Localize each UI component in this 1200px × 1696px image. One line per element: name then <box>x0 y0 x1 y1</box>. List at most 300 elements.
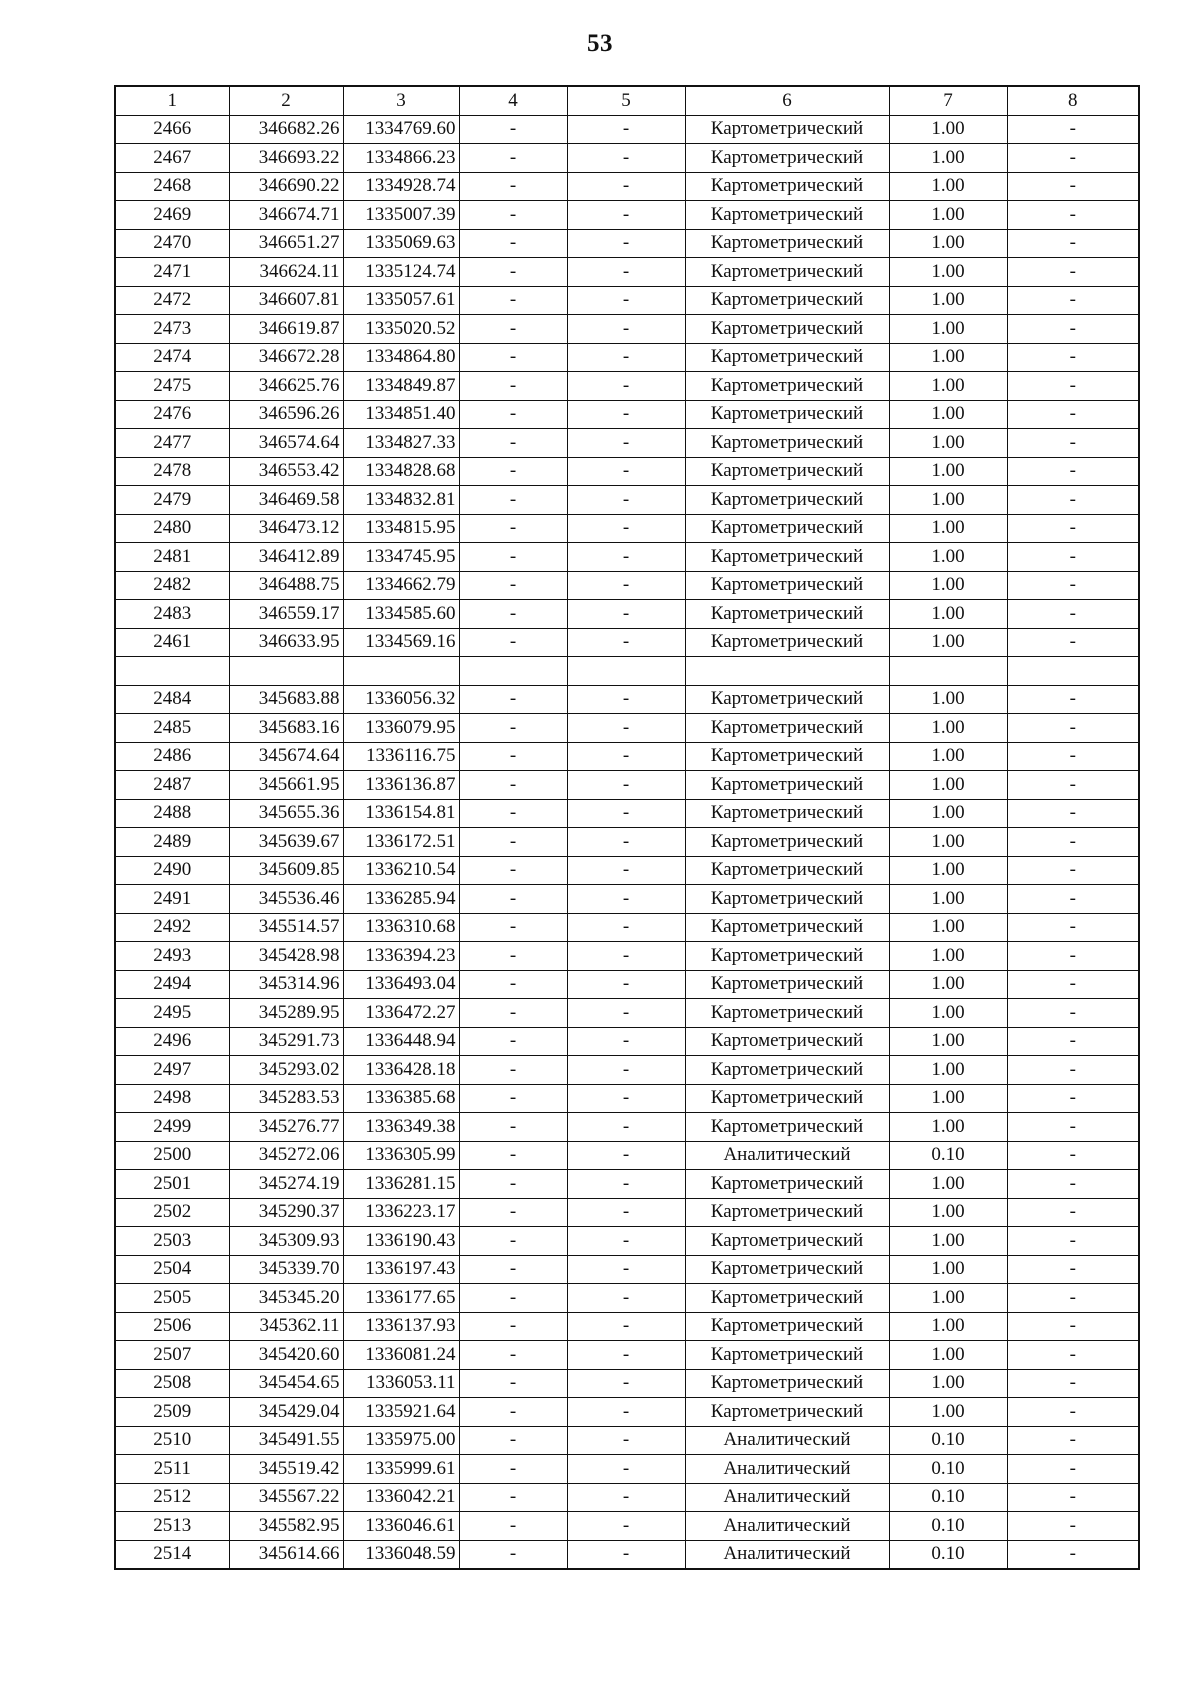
table-row <box>115 771 1139 800</box>
x-coordinate-cell: 345276.77 <box>229 1113 343 1142</box>
col4-cell: - <box>459 913 567 942</box>
table-row <box>115 1056 1139 1085</box>
x-coordinate-cell: 346574.64 <box>229 429 343 458</box>
col8-cell: - <box>1007 742 1139 771</box>
accuracy-cell: 1.00 <box>889 514 1007 543</box>
col8-cell: - <box>1007 1056 1139 1085</box>
col5-cell: - <box>567 913 685 942</box>
col5-cell <box>567 657 685 686</box>
accuracy-cell: 1.00 <box>889 229 1007 258</box>
accuracy-cell: 1.00 <box>889 1056 1007 1085</box>
table-row <box>115 600 1139 629</box>
y-coordinate-cell: 1336493.04 <box>343 970 459 999</box>
col4-cell: - <box>459 372 567 401</box>
col8-cell: - <box>1007 1198 1139 1227</box>
coordinates-table <box>114 85 1140 1570</box>
table-row <box>115 372 1139 401</box>
method-cell: Картометрический <box>685 229 889 258</box>
accuracy-cell: 1.00 <box>889 115 1007 144</box>
col5-cell: - <box>567 486 685 515</box>
col5-cell: - <box>567 1170 685 1199</box>
col5-cell: - <box>567 571 685 600</box>
method-cell: Картометрический <box>685 600 889 629</box>
accuracy-cell <box>889 657 1007 686</box>
accuracy-cell: 1.00 <box>889 970 1007 999</box>
y-coordinate-cell: 1334815.95 <box>343 514 459 543</box>
col8-cell: - <box>1007 115 1139 144</box>
col4-cell: - <box>459 628 567 657</box>
accuracy-cell: 1.00 <box>889 828 1007 857</box>
accuracy-cell: 1.00 <box>889 571 1007 600</box>
col8-cell: - <box>1007 771 1139 800</box>
method-cell: Картометрический <box>685 742 889 771</box>
table-row <box>115 1426 1139 1455</box>
accuracy-cell: 1.00 <box>889 1255 1007 1284</box>
accuracy-cell: 1.00 <box>889 400 1007 429</box>
x-coordinate-cell: 345289.95 <box>229 999 343 1028</box>
y-coordinate-cell: 1334866.23 <box>343 144 459 173</box>
accuracy-cell: 1.00 <box>889 429 1007 458</box>
point-number-cell: 2501 <box>115 1170 229 1199</box>
point-number-cell: 2505 <box>115 1284 229 1313</box>
col4-cell: - <box>459 771 567 800</box>
method-cell: Аналитический <box>685 1540 889 1569</box>
accuracy-cell: 1.00 <box>889 1170 1007 1199</box>
table-row <box>115 571 1139 600</box>
method-cell: Картометрический <box>685 429 889 458</box>
x-coordinate-cell: 345429.04 <box>229 1398 343 1427</box>
col4-cell: - <box>459 1255 567 1284</box>
table-row <box>115 1483 1139 1512</box>
col8-cell: - <box>1007 1170 1139 1199</box>
point-number-cell: 2481 <box>115 543 229 572</box>
y-coordinate-cell: 1336223.17 <box>343 1198 459 1227</box>
col5-cell: - <box>567 999 685 1028</box>
col5-cell: - <box>567 229 685 258</box>
method-cell: Картометрический <box>685 144 889 173</box>
method-cell: Картометрический <box>685 1084 889 1113</box>
point-number-cell: 2509 <box>115 1398 229 1427</box>
table-row <box>115 229 1139 258</box>
table-row <box>115 885 1139 914</box>
method-cell: Картометрический <box>685 799 889 828</box>
col5-cell: - <box>567 600 685 629</box>
x-coordinate-cell: 346412.89 <box>229 543 343 572</box>
col8-cell: - <box>1007 685 1139 714</box>
col4-cell: - <box>459 1056 567 1085</box>
table-row <box>115 942 1139 971</box>
accuracy-cell: 1.00 <box>889 1398 1007 1427</box>
point-number-cell: 2500 <box>115 1141 229 1170</box>
col4-cell: - <box>459 571 567 600</box>
method-cell: Аналитический <box>685 1512 889 1541</box>
table-row <box>115 286 1139 315</box>
col8-cell: - <box>1007 144 1139 173</box>
y-coordinate-cell: 1336310.68 <box>343 913 459 942</box>
point-number-cell: 2498 <box>115 1084 229 1113</box>
accuracy-cell: 1.00 <box>889 913 1007 942</box>
table-row <box>115 1113 1139 1142</box>
col5-cell: - <box>567 1113 685 1142</box>
point-number-cell: 2506 <box>115 1312 229 1341</box>
x-coordinate-cell: 346674.71 <box>229 201 343 230</box>
point-number-cell: 2467 <box>115 144 229 173</box>
y-coordinate-cell: 1334828.68 <box>343 457 459 486</box>
table-row <box>115 1369 1139 1398</box>
col5-cell: - <box>567 885 685 914</box>
point-number-cell: 2468 <box>115 172 229 201</box>
x-coordinate-cell: 345314.96 <box>229 970 343 999</box>
col5-cell: - <box>567 1341 685 1370</box>
x-coordinate-cell: 345536.46 <box>229 885 343 914</box>
col4-cell: - <box>459 1113 567 1142</box>
method-cell: Картометрический <box>685 400 889 429</box>
point-number-cell: 2513 <box>115 1512 229 1541</box>
col8-cell: - <box>1007 201 1139 230</box>
column-header-3: 3 <box>343 86 459 115</box>
y-coordinate-cell <box>343 657 459 686</box>
col5-cell: - <box>567 714 685 743</box>
accuracy-cell: 1.00 <box>889 714 1007 743</box>
point-number-cell: 2488 <box>115 799 229 828</box>
col8-cell: - <box>1007 400 1139 429</box>
column-header-8: 8 <box>1007 86 1139 115</box>
col8-cell: - <box>1007 1113 1139 1142</box>
method-cell: Аналитический <box>685 1141 889 1170</box>
point-number-cell: 2471 <box>115 258 229 287</box>
col5-cell: - <box>567 172 685 201</box>
method-cell: Картометрический <box>685 258 889 287</box>
y-coordinate-cell: 1334832.81 <box>343 486 459 515</box>
x-coordinate-cell: 346672.28 <box>229 343 343 372</box>
table-row <box>115 1398 1139 1427</box>
y-coordinate-cell: 1335124.74 <box>343 258 459 287</box>
accuracy-cell: 0.10 <box>889 1483 1007 1512</box>
col5-cell: - <box>567 400 685 429</box>
col8-cell: - <box>1007 1312 1139 1341</box>
y-coordinate-cell: 1334745.95 <box>343 543 459 572</box>
point-number-cell: 2482 <box>115 571 229 600</box>
accuracy-cell: 0.10 <box>889 1512 1007 1541</box>
x-coordinate-cell: 345661.95 <box>229 771 343 800</box>
x-coordinate-cell: 346488.75 <box>229 571 343 600</box>
table-row <box>115 1255 1139 1284</box>
method-cell: Картометрический <box>685 343 889 372</box>
col4-cell: - <box>459 1512 567 1541</box>
method-cell: Картометрический <box>685 1170 889 1199</box>
col8-cell: - <box>1007 1540 1139 1569</box>
col8-cell: - <box>1007 1369 1139 1398</box>
table-row <box>115 144 1139 173</box>
col4-cell: - <box>459 543 567 572</box>
point-number-cell: 2473 <box>115 315 229 344</box>
col8-cell: - <box>1007 1027 1139 1056</box>
col5-cell: - <box>567 742 685 771</box>
accuracy-cell: 1.00 <box>889 799 1007 828</box>
point-number-cell: 2512 <box>115 1483 229 1512</box>
col8-cell: - <box>1007 1426 1139 1455</box>
x-coordinate-cell: 345428.98 <box>229 942 343 971</box>
column-header-5: 5 <box>567 86 685 115</box>
col4-cell: - <box>459 828 567 857</box>
x-coordinate-cell: 345272.06 <box>229 1141 343 1170</box>
y-coordinate-cell: 1336210.54 <box>343 856 459 885</box>
column-header-6: 6 <box>685 86 889 115</box>
col4-cell: - <box>459 229 567 258</box>
col5-cell: - <box>567 1027 685 1056</box>
y-coordinate-cell: 1334827.33 <box>343 429 459 458</box>
point-number-cell: 2485 <box>115 714 229 743</box>
accuracy-cell: 1.00 <box>889 742 1007 771</box>
point-number-cell: 2466 <box>115 115 229 144</box>
col8-cell: - <box>1007 1455 1139 1484</box>
y-coordinate-cell: 1336448.94 <box>343 1027 459 1056</box>
x-coordinate-cell: 345614.66 <box>229 1540 343 1569</box>
table-row <box>115 457 1139 486</box>
col5-cell: - <box>567 1198 685 1227</box>
point-number-cell: 2483 <box>115 600 229 629</box>
col4-cell: - <box>459 1426 567 1455</box>
method-cell: Картометрический <box>685 1369 889 1398</box>
point-number-cell: 2508 <box>115 1369 229 1398</box>
x-coordinate-cell: 345567.22 <box>229 1483 343 1512</box>
method-cell: Аналитический <box>685 1455 889 1484</box>
y-coordinate-cell: 1334662.79 <box>343 571 459 600</box>
method-cell: Картометрический <box>685 514 889 543</box>
table-row <box>115 742 1139 771</box>
point-number-cell: 2490 <box>115 856 229 885</box>
x-coordinate-cell: 346633.95 <box>229 628 343 657</box>
col5-cell: - <box>567 942 685 971</box>
table-row <box>115 999 1139 1028</box>
point-number-cell: 2492 <box>115 913 229 942</box>
table-row <box>115 1540 1139 1569</box>
col4-cell: - <box>459 1341 567 1370</box>
method-cell: Картометрический <box>685 571 889 600</box>
accuracy-cell: 1.00 <box>889 543 1007 572</box>
table-row <box>115 714 1139 743</box>
col4-cell: - <box>459 1312 567 1341</box>
col4-cell: - <box>459 201 567 230</box>
col8-cell: - <box>1007 628 1139 657</box>
method-cell: Картометрический <box>685 714 889 743</box>
x-coordinate-cell: 346553.42 <box>229 457 343 486</box>
table-row <box>115 1198 1139 1227</box>
method-cell: Картометрический <box>685 1255 889 1284</box>
y-coordinate-cell: 1336428.18 <box>343 1056 459 1085</box>
col8-cell: - <box>1007 1341 1139 1370</box>
col5-cell: - <box>567 1084 685 1113</box>
point-number-cell: 2477 <box>115 429 229 458</box>
x-coordinate-cell: 345420.60 <box>229 1341 343 1370</box>
col8-cell: - <box>1007 543 1139 572</box>
method-cell: Аналитический <box>685 1426 889 1455</box>
col4-cell: - <box>459 885 567 914</box>
column-header-4: 4 <box>459 86 567 115</box>
table-row <box>115 172 1139 201</box>
y-coordinate-cell: 1336046.61 <box>343 1512 459 1541</box>
x-coordinate-cell: 345283.53 <box>229 1084 343 1113</box>
method-cell: Картометрический <box>685 999 889 1028</box>
col4-cell: - <box>459 258 567 287</box>
y-coordinate-cell: 1336177.65 <box>343 1284 459 1313</box>
col5-cell: - <box>567 429 685 458</box>
col8-cell: - <box>1007 1398 1139 1427</box>
method-cell: Картометрический <box>685 1341 889 1370</box>
point-number-cell: 2476 <box>115 400 229 429</box>
col8-cell: - <box>1007 714 1139 743</box>
table-header-row <box>115 86 1139 115</box>
col4-cell <box>459 657 567 686</box>
col8-cell: - <box>1007 315 1139 344</box>
table-row <box>115 429 1139 458</box>
col4-cell: - <box>459 144 567 173</box>
col4-cell: - <box>459 600 567 629</box>
accuracy-cell: 1.00 <box>889 942 1007 971</box>
accuracy-cell: 1.00 <box>889 600 1007 629</box>
point-number-cell: 2469 <box>115 201 229 230</box>
col8-cell: - <box>1007 372 1139 401</box>
col4-cell: - <box>459 1540 567 1569</box>
col8-cell: - <box>1007 828 1139 857</box>
col5-cell: - <box>567 315 685 344</box>
table-row <box>115 1227 1139 1256</box>
y-coordinate-cell: 1336349.38 <box>343 1113 459 1142</box>
method-cell: Картометрический <box>685 1398 889 1427</box>
col5-cell: - <box>567 1455 685 1484</box>
accuracy-cell: 1.00 <box>889 1227 1007 1256</box>
x-coordinate-cell: 345514.57 <box>229 913 343 942</box>
x-coordinate-cell: 346607.81 <box>229 286 343 315</box>
accuracy-cell: 1.00 <box>889 258 1007 287</box>
method-cell: Картометрический <box>685 970 889 999</box>
y-coordinate-cell: 1336281.15 <box>343 1170 459 1199</box>
x-coordinate-cell: 345362.11 <box>229 1312 343 1341</box>
point-number-cell: 2495 <box>115 999 229 1028</box>
method-cell: Картометрический <box>685 372 889 401</box>
x-coordinate-cell: 346624.11 <box>229 258 343 287</box>
y-coordinate-cell: 1334769.60 <box>343 115 459 144</box>
table-row <box>115 856 1139 885</box>
col8-cell: - <box>1007 856 1139 885</box>
point-number-cell: 2507 <box>115 1341 229 1370</box>
method-cell: Картометрический <box>685 1056 889 1085</box>
method-cell: Картометрический <box>685 543 889 572</box>
y-coordinate-cell: 1334864.80 <box>343 343 459 372</box>
col8-cell: - <box>1007 229 1139 258</box>
y-coordinate-cell: 1336116.75 <box>343 742 459 771</box>
accuracy-cell: 1.00 <box>889 1284 1007 1313</box>
table-row <box>115 1170 1139 1199</box>
point-number-cell: 2514 <box>115 1540 229 1569</box>
y-coordinate-cell: 1335007.39 <box>343 201 459 230</box>
table-row <box>115 970 1139 999</box>
col8-cell: - <box>1007 1284 1139 1313</box>
accuracy-cell: 1.00 <box>889 771 1007 800</box>
table-row-blank <box>115 657 1139 686</box>
page-number: 53 <box>587 30 613 57</box>
col8-cell: - <box>1007 999 1139 1028</box>
col8-cell: - <box>1007 942 1139 971</box>
accuracy-cell: 0.10 <box>889 1455 1007 1484</box>
point-number-cell: 2474 <box>115 343 229 372</box>
col5-cell: - <box>567 970 685 999</box>
method-cell: Картометрический <box>685 486 889 515</box>
table-row <box>115 115 1139 144</box>
point-number-cell: 2472 <box>115 286 229 315</box>
x-coordinate-cell: 345609.85 <box>229 856 343 885</box>
col8-cell: - <box>1007 1141 1139 1170</box>
y-coordinate-cell: 1335057.61 <box>343 286 459 315</box>
col5-cell: - <box>567 514 685 543</box>
col5-cell: - <box>567 201 685 230</box>
col4-cell: - <box>459 742 567 771</box>
col8-cell: - <box>1007 1084 1139 1113</box>
point-number-cell: 2480 <box>115 514 229 543</box>
x-coordinate-cell: 345454.65 <box>229 1369 343 1398</box>
accuracy-cell: 1.00 <box>889 628 1007 657</box>
col8-cell: - <box>1007 799 1139 828</box>
method-cell: Картометрический <box>685 685 889 714</box>
x-coordinate-cell: 345655.36 <box>229 799 343 828</box>
accuracy-cell: 0.10 <box>889 1540 1007 1569</box>
y-coordinate-cell: 1336136.87 <box>343 771 459 800</box>
x-coordinate-cell: 346469.58 <box>229 486 343 515</box>
col4-cell: - <box>459 685 567 714</box>
point-number-cell: 2503 <box>115 1227 229 1256</box>
y-coordinate-cell: 1336394.23 <box>343 942 459 971</box>
accuracy-cell: 0.10 <box>889 1141 1007 1170</box>
col4-cell: - <box>459 457 567 486</box>
col4-cell: - <box>459 1170 567 1199</box>
col8-cell: - <box>1007 514 1139 543</box>
accuracy-cell: 1.00 <box>889 172 1007 201</box>
x-coordinate-cell: 346682.26 <box>229 115 343 144</box>
accuracy-cell: 1.00 <box>889 1027 1007 1056</box>
col5-cell: - <box>567 1483 685 1512</box>
col5-cell: - <box>567 856 685 885</box>
col4-cell: - <box>459 714 567 743</box>
col4-cell: - <box>459 286 567 315</box>
col5-cell: - <box>567 1426 685 1455</box>
point-number-cell: 2475 <box>115 372 229 401</box>
col5-cell: - <box>567 828 685 857</box>
method-cell: Картометрический <box>685 913 889 942</box>
col8-cell: - <box>1007 571 1139 600</box>
y-coordinate-cell: 1336079.95 <box>343 714 459 743</box>
point-number-cell: 2504 <box>115 1255 229 1284</box>
col8-cell: - <box>1007 286 1139 315</box>
x-coordinate-cell: 345309.93 <box>229 1227 343 1256</box>
method-cell: Аналитический <box>685 1483 889 1512</box>
accuracy-cell: 1.00 <box>889 885 1007 914</box>
col8-cell: - <box>1007 343 1139 372</box>
x-coordinate-cell: 345345.20 <box>229 1284 343 1313</box>
col4-cell: - <box>459 1227 567 1256</box>
method-cell: Картометрический <box>685 885 889 914</box>
table-row <box>115 628 1139 657</box>
col4-cell: - <box>459 343 567 372</box>
method-cell: Картометрический <box>685 1027 889 1056</box>
table-row <box>115 514 1139 543</box>
point-number-cell: 2499 <box>115 1113 229 1142</box>
y-coordinate-cell: 1336472.27 <box>343 999 459 1028</box>
y-coordinate-cell: 1334585.60 <box>343 600 459 629</box>
col4-cell: - <box>459 970 567 999</box>
table-row <box>115 343 1139 372</box>
table-row <box>115 486 1139 515</box>
point-number-cell: 2487 <box>115 771 229 800</box>
